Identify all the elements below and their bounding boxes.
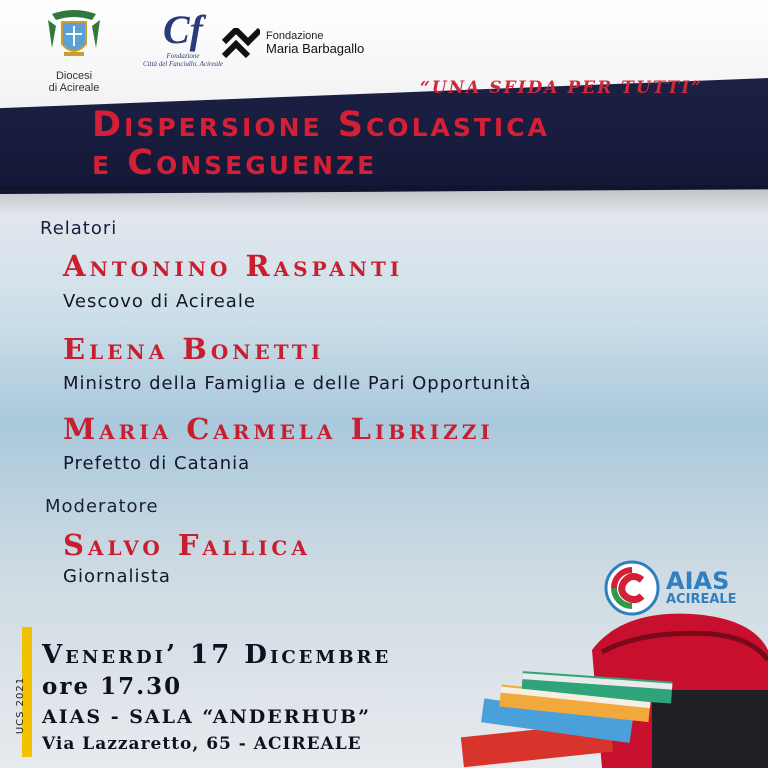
diocesi-label-line1: Diocesi [55,70,93,82]
diocesi-label-line2: di Acireale [48,82,100,94]
event-address: Via Lazzaretto, 65 - ACIREALE [42,734,362,754]
event-date: Venerdi’ 17 Dicembre [42,640,392,670]
fondazione-cf-logo [138,8,228,68]
fmb-label-line2: Maria Barbagallo [266,41,365,56]
event-title [92,106,550,182]
cf-label-line1: Fondazione [166,52,200,60]
moderator-role: Giornalista [63,566,171,587]
moderator-name: Salvo Fallica [63,528,311,562]
speaker-name: Maria Carmela Librizzi [63,412,494,446]
aias-label-line1: AIAS [666,567,730,595]
event-subtitle: “UNA SFIDA PER TUTTI” [420,78,704,98]
cf-label-line2: Città del Fanciullo. Acireale [142,60,224,68]
event-venue: AIAS - SALA “ANDERHUB” [42,706,372,728]
speaker-name: Antonino Raspanti [63,249,404,283]
speaker-role: Prefetto di Catania [63,453,251,474]
speaker-role: Vescovo di Acireale [63,291,256,312]
speaker-role: Ministro della Famiglia e delle Pari Opportunità [63,373,532,394]
moderator-label: Moderatore [45,496,159,517]
diocesi-coat-of-arms-icon [42,8,106,66]
credit-label: UCS 2021 [15,676,27,735]
event-title-line2: e Conseguenze [92,143,378,183]
speaker-name: Elena Bonetti [63,332,325,366]
maria-barbagallo-logo-icon [222,28,260,58]
speakers-label: Relatori [40,218,118,239]
maria-barbagallo-logo [222,28,364,58]
event-time: ore 17.30 [42,673,183,700]
banner-shadow [0,185,768,215]
books-backpack-illustration [452,600,768,768]
diocesi-logo [34,8,114,94]
fmb-label-line1: Fondazione [266,30,324,42]
event-title-line1: Dispersione Scolastica [92,105,550,145]
cf-mark: Cf [163,7,203,52]
aias-label-line2: ACIREALE [666,592,737,607]
